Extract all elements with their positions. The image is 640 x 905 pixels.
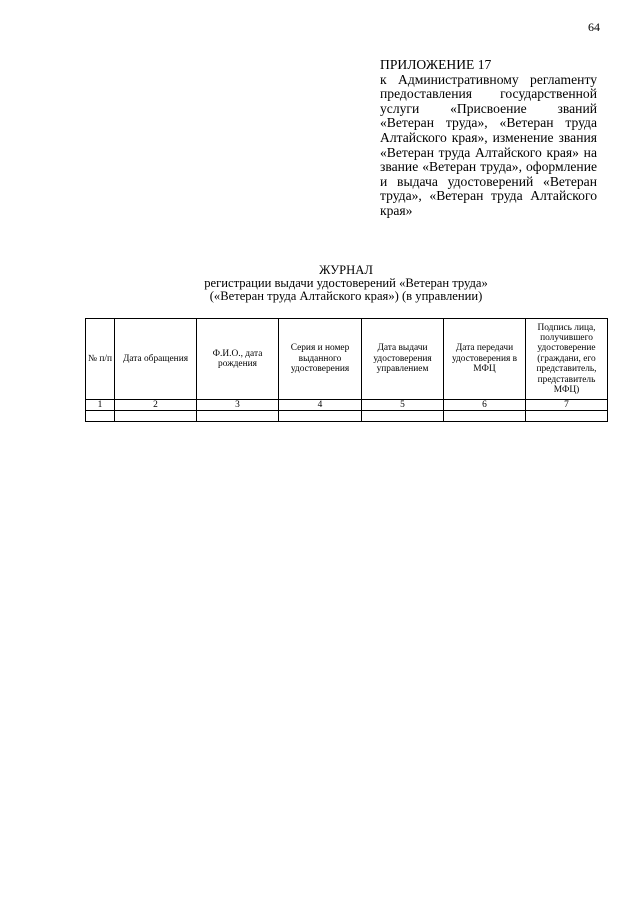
header-cell-certificate-series: Серия и номер выданного удостоверения	[279, 319, 362, 400]
empty-cell	[115, 411, 197, 422]
column-number-cell: 4	[279, 400, 362, 411]
header-cell-number: № п/п	[86, 319, 115, 400]
appendix-title: ПРИЛОЖЕНИЕ 17	[380, 57, 492, 72]
appendix-block	[380, 58, 597, 219]
journal-title: ЖУРНАЛ	[319, 263, 373, 277]
column-number-cell: 7	[526, 400, 608, 411]
empty-cell	[86, 411, 115, 422]
header-cell-full-name: Ф.И.О., дата рождения	[197, 319, 279, 400]
header-cell-signature: Подпись лица, получившего удостоверение (граждани, его представитель, представитель МФЦ)	[526, 319, 608, 400]
appendix-body: к Административному реглаmенту предоставления государственной услуги «Присвоение званий «Ветеран труда», «Ветеран труда Алтайского края», изменение звания «Ветеран труда Алтайского края» на звание «Ветеран труда», оформление и выдача удостоверений «Ветеран труда», «Ветеран труда Алтайского края»	[380, 71, 597, 218]
empty-cell	[362, 411, 444, 422]
journal-subtitle-line-1: регистрации выдачи удостоверений «Ветеран труда»	[204, 276, 488, 290]
empty-cell	[444, 411, 526, 422]
empty-cell	[197, 411, 279, 422]
header-cell-issue-date: Дата выдачи удостоверения управлением	[362, 319, 444, 400]
page-number: 64	[588, 20, 600, 34]
table-header-row	[86, 319, 608, 400]
column-number-cell: 5	[362, 400, 444, 411]
header-cell-request-date: Дата обращения	[115, 319, 197, 400]
column-number-cell: 6	[444, 400, 526, 411]
column-number-cell: 1	[86, 400, 115, 411]
journal-subtitle-line-2: («Ветеран труда Алтайского края») (в управлении)	[209, 289, 483, 303]
empty-cell	[279, 411, 362, 422]
table-empty-row	[86, 411, 608, 422]
column-number-cell: 2	[115, 400, 197, 411]
journal-heading	[85, 264, 607, 303]
column-number-cell: 3	[197, 400, 279, 411]
empty-cell	[526, 411, 608, 422]
table-column-numbers-row	[86, 400, 608, 411]
header-cell-transfer-date: Дата передачи удостоверения в МФЦ	[444, 319, 526, 400]
registry-table	[85, 318, 608, 422]
